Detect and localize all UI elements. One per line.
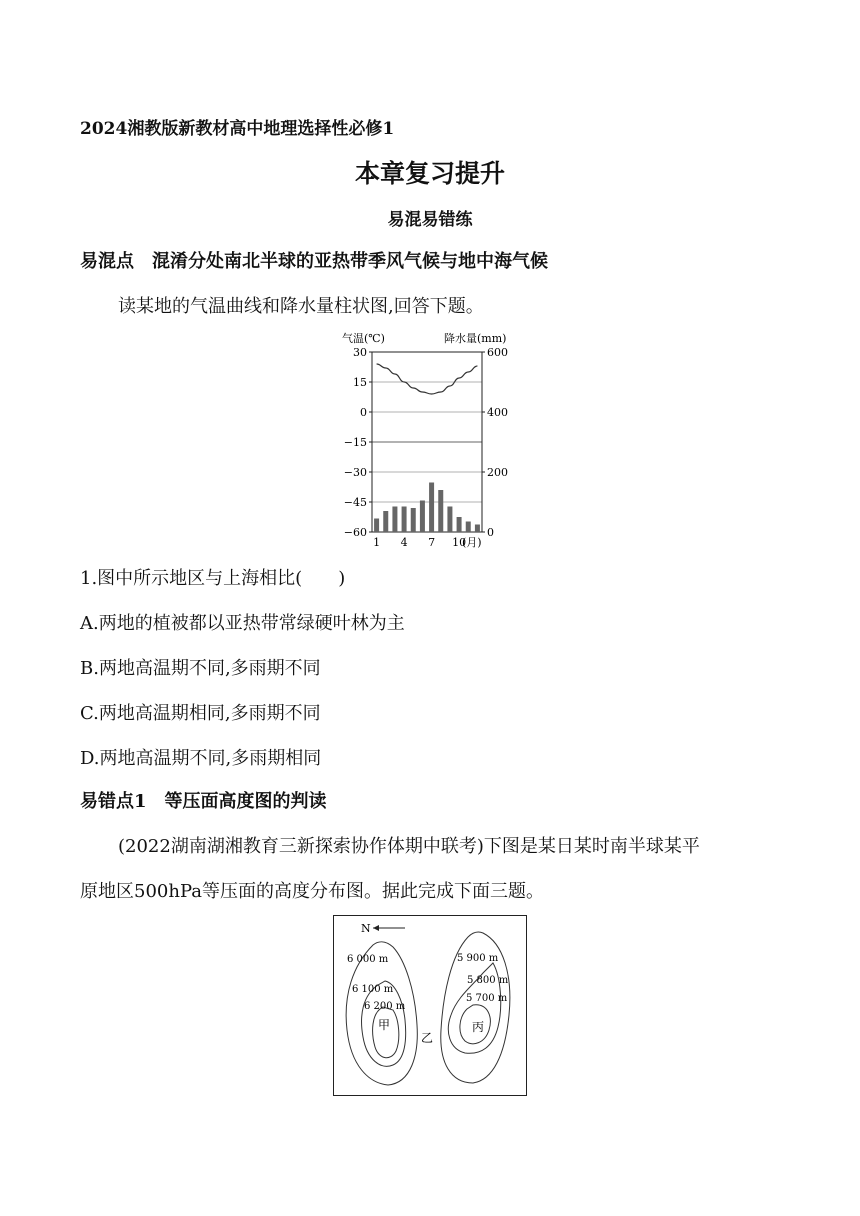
left-axis-label: 气温(℃) — [342, 332, 385, 345]
x-tick-label: 10 — [452, 536, 467, 549]
contour-label-5900: 5 900 m — [457, 953, 499, 964]
question-context-line-1: (2022湖南湖湘教育三新探索协作体期中联考)下图是某日某时南半球某平 — [118, 836, 700, 857]
precipitation-bar — [392, 507, 397, 533]
right-tick-label: 600 — [487, 346, 508, 359]
confusion-point-heading: 易混点 混淆分处南北半球的亚热带季风气候与地中海气候 — [80, 251, 548, 272]
left-tick-label: 30 — [353, 346, 367, 359]
precipitation-bar — [429, 483, 434, 533]
left-tick-label: −15 — [343, 436, 367, 449]
error-point-1-heading: 易错点1 等压面高度图的判读 — [80, 791, 327, 812]
option-a[interactable]: A.两地的植被都以亚热带常绿硬叶林为主 — [80, 613, 405, 634]
right-tick-label: 0 — [487, 526, 494, 539]
left-tick-label: 15 — [353, 376, 367, 389]
precipitation-bar — [411, 508, 416, 532]
chapter-title: 本章复习提升 — [354, 159, 505, 188]
precipitation-bar — [383, 511, 388, 532]
isobaric-height-map — [333, 915, 528, 1097]
precipitation-bar — [457, 517, 462, 532]
precipitation-bar — [466, 522, 471, 533]
document-header: 2024湘教版新教材高中地理选择性必修1 — [80, 119, 395, 139]
point-label-jia: 甲 — [378, 1018, 391, 1032]
precipitation-bar — [447, 507, 452, 533]
option-d[interactable]: D.两地高温期不同,多雨期相同 — [80, 748, 322, 769]
point-label-bing: 丙 — [472, 1020, 485, 1034]
question-context-line-2: 原地区500hPa等压面的高度分布图。据此完成下面三题。 — [80, 881, 544, 902]
contour-label-6100: 6 100 m — [352, 984, 394, 995]
section-title: 易混易错练 — [387, 210, 473, 230]
precipitation-bar — [420, 501, 425, 533]
x-tick-label: 7 — [428, 536, 436, 549]
right-tick-label: 400 — [487, 406, 508, 419]
left-tick-label: −60 — [343, 526, 367, 539]
left-tick-label: 0 — [360, 406, 367, 419]
precipitation-bar — [402, 507, 407, 533]
point-label-yi: 乙 — [421, 1031, 434, 1045]
option-b[interactable]: B.两地高温期不同,多雨期不同 — [80, 658, 321, 679]
option-c[interactable]: C.两地高温期相同,多雨期不同 — [80, 703, 321, 724]
temperature-line — [377, 364, 478, 394]
x-tick-label: 1 — [373, 536, 381, 549]
precipitation-bar — [438, 490, 443, 532]
contour-label-6200: 6 200 m — [364, 1001, 406, 1012]
right-axis-label: 降水量(mm) — [444, 332, 507, 345]
question-intro: 读某地的气温曲线和降水量柱状图,回答下题。 — [118, 296, 484, 317]
precipitation-bar — [475, 525, 480, 533]
contour-label-5700: 5 700 m — [466, 993, 508, 1004]
contour-label-5800: 5 800 m — [467, 975, 509, 986]
x-tick-label: 4 — [400, 536, 408, 549]
contour-label-6000: 6 000 m — [347, 954, 389, 965]
precipitation-bar — [374, 519, 379, 533]
climate-chart — [330, 328, 530, 558]
question-1-stem: 1.图中所示地区与上海相比( ) — [80, 568, 346, 589]
left-tick-label: −30 — [343, 466, 367, 479]
right-tick-label: 200 — [487, 466, 508, 479]
x-unit-label: (月) — [462, 536, 482, 549]
north-label: N — [361, 922, 371, 935]
left-tick-label: −45 — [343, 496, 367, 509]
